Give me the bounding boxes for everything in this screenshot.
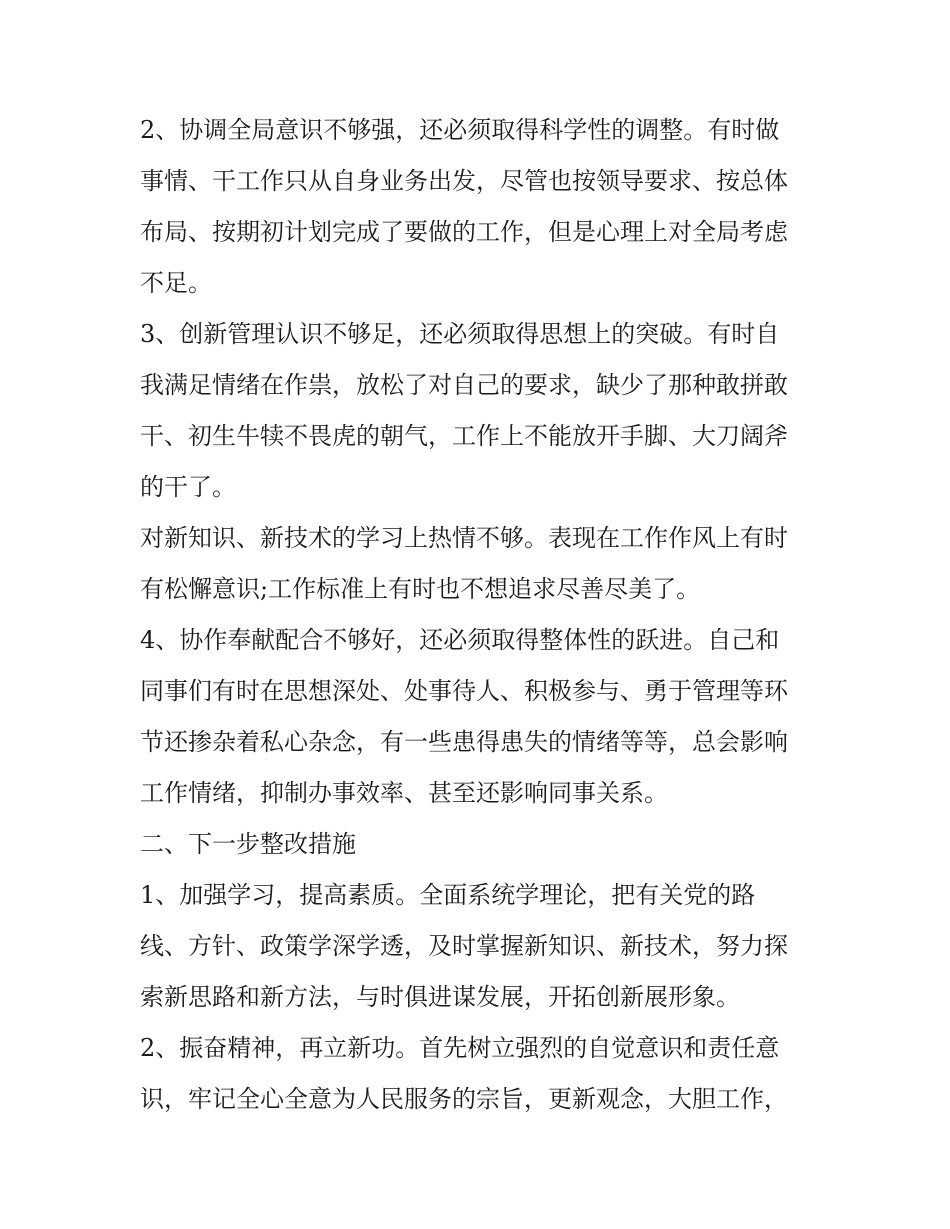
text-line: 2、协调全局意识不够强，还必须取得科学性的调整。有时做 <box>140 116 780 144</box>
text-line: 对新知识、新技术的学习上热情不够。表现在工作作风上有时 <box>140 524 788 552</box>
text-line: 不足。 <box>140 269 212 297</box>
text-line: 索新思路和新方法，与时俱进谋发展，开拓创新展形象。 <box>140 983 740 1011</box>
text-line: 4、协作奉献配合不够好，还必须取得整体性的跃进。自己和 <box>140 626 780 654</box>
body-text <box>140 105 830 1125</box>
text-line: 2、振奋精神，再立新功。首先树立强烈的自觉意识和责任意 <box>140 1034 780 1062</box>
text-line: 识，牢记全心全意为人民服务的宗旨，更新观念，大胆工作， <box>140 1085 788 1113</box>
text-line: 布局、按期初计划完成了要做的工作，但是心理上对全局考虑 <box>140 218 788 246</box>
text-line: 我满足情绪在作祟，放松了对自己的要求，缺少了那种敢拼敢 <box>140 371 788 399</box>
text-line: 同事们有时在思想深处、处事待人、积极参与、勇于管理等环 <box>140 677 788 705</box>
text-line: 干、初生牛犊不畏虎的朝气，工作上不能放开手脚、大刀阔斧 <box>140 422 788 450</box>
text-line: 3、创新管理认识不够足，还必须取得思想上的突破。有时自 <box>140 320 780 348</box>
text-line: 的干了。 <box>140 473 236 501</box>
text-line: 有松懈意识;工作标准上有时也不想追求尽善尽美了。 <box>140 575 701 603</box>
text-line: 事情、干工作只从自身业务出发，尽管也按领导要求、按总体 <box>140 167 788 195</box>
text-line: 线、方针、政策学深学透，及时掌握新知识、新技术，努力探 <box>140 932 788 960</box>
section-heading: 二、下一步整改措施 <box>140 830 356 858</box>
text-line: 工作情绪，抑制办事效率、甚至还影响同事关系。 <box>140 779 668 807</box>
text-line: 节还掺杂着私心杂念，有一些患得患失的情绪等等，总会影响 <box>140 728 788 756</box>
text-line: 1、加强学习，提高素质。全面系统学理论，把有关党的路 <box>140 881 756 909</box>
